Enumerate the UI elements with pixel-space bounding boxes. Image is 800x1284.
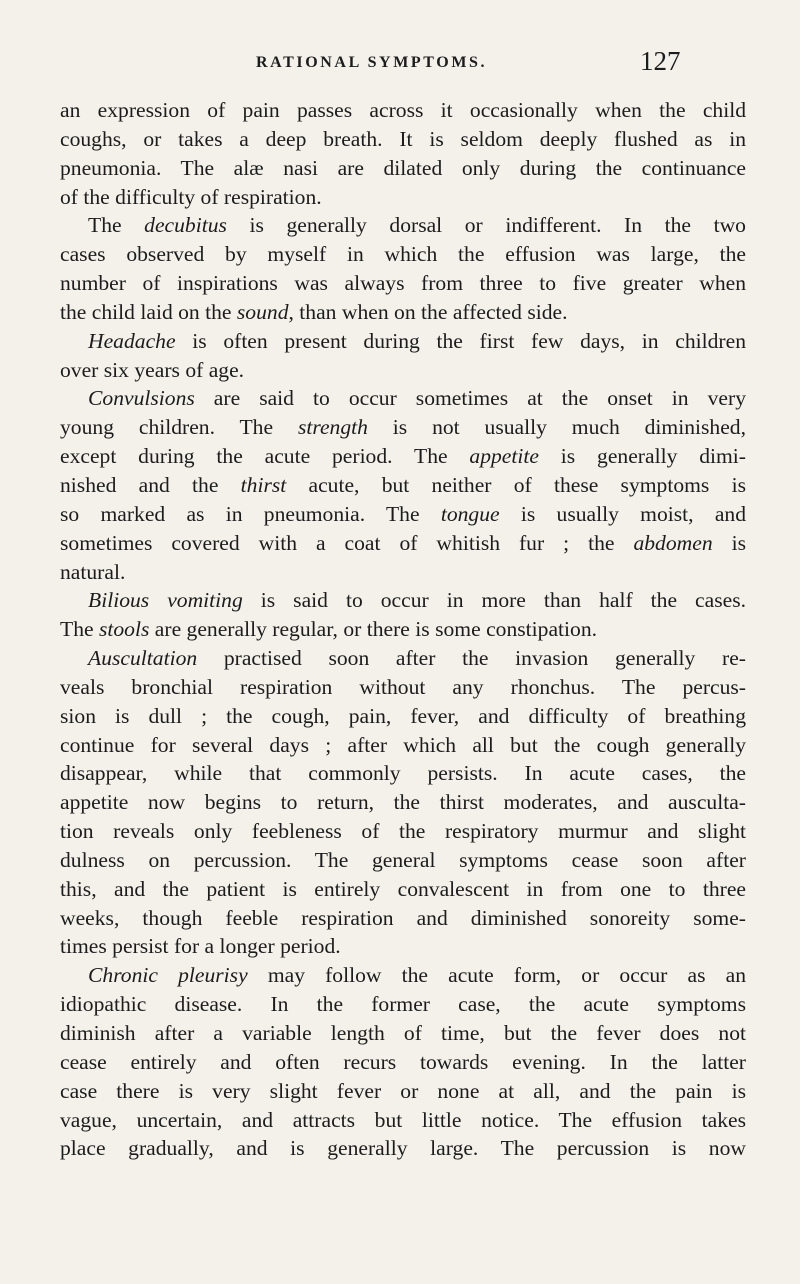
text-line: [60, 673, 746, 702]
text-line: [60, 413, 746, 442]
text-segment: place gradually, and is generally large. The percussion is now: [60, 1136, 746, 1161]
italic-term: Auscultation: [88, 646, 198, 671]
text-segment: sometimes covered with a coat of whitish fur ; the: [60, 530, 634, 555]
page-number: 127: [640, 46, 681, 76]
text-segment: young children. The: [60, 415, 298, 440]
italic-term: strength: [297, 415, 368, 440]
text-segment: coughs, or takes a deep breath. It is seldom deeply flushed as in: [60, 126, 746, 151]
italic-term: sound: [236, 299, 289, 324]
text-line: [60, 990, 746, 1019]
text-segment: The: [60, 617, 99, 642]
text-segment: appetite now begins to return, the thirst moderates, and ausculta-: [60, 790, 746, 815]
text-line: [60, 759, 746, 788]
italic-term: Chronic pleurisy: [88, 963, 248, 988]
italic-term: Convulsions: [88, 386, 195, 411]
text-line: [60, 788, 746, 817]
text-line: [60, 442, 746, 471]
text-line: [60, 904, 746, 933]
text-segment: practised soon after the invasion generally re-: [197, 646, 746, 671]
text-segment: is often present during the first few days, in children: [175, 328, 746, 353]
italic-term: tongue: [440, 501, 500, 526]
text-line: [60, 471, 746, 500]
italic-term: Headache: [88, 328, 176, 353]
text-segment: is generally dimi-: [538, 444, 746, 469]
text-segment: idiopathic disease. In the former case, the acute symptoms: [60, 992, 746, 1017]
text-line: [60, 961, 746, 990]
text-segment: nished and the: [60, 472, 241, 497]
text-segment: this, and the patient is entirely convalescent in from one to three: [60, 876, 746, 901]
text-segment: , than when on the affected side.: [288, 299, 568, 324]
text-segment: natural.: [60, 559, 126, 584]
text-segment: except during the acute period. The: [60, 444, 470, 469]
body-text: [60, 96, 746, 1163]
text-line: [60, 615, 746, 644]
text-segment: is not usually much diminished,: [367, 415, 746, 440]
text-line: [60, 125, 746, 154]
italic-term: abdomen: [633, 530, 713, 555]
text-segment: sion is dull ; the cough, pain, fever, and difficulty of breathing: [60, 703, 746, 728]
text-segment: times persist for a longer period.: [60, 934, 341, 959]
text-segment: the child laid on the: [60, 299, 237, 324]
text-line: [60, 1019, 746, 1048]
running-header: [0, 48, 800, 82]
text-line: [60, 269, 746, 298]
italic-term: stools: [98, 617, 150, 642]
text-segment: is usually moist, and: [499, 501, 746, 526]
text-segment: an expression of pain passes across it occasionally when the child: [60, 98, 746, 122]
text-segment: pneumonia. The alæ nasi are dilated only during the continuance: [60, 155, 746, 180]
text-segment: cease entirely and often recurs towards evening. In the latter: [60, 1049, 746, 1074]
text-segment: of the difficulty of respiration.: [60, 184, 322, 209]
text-line: [60, 1134, 746, 1163]
text-segment: diminish after a variable length of time, but the fever does not: [60, 1021, 746, 1045]
text-line: [60, 846, 746, 875]
text-segment: may follow the acute form, or occur as an: [247, 963, 746, 988]
text-segment: is: [712, 530, 746, 555]
text-segment: so marked as in pneumonia. The: [60, 501, 441, 526]
text-line: [60, 644, 746, 673]
text-segment: disappear, while that commonly persists. In acute cases, the: [60, 761, 746, 786]
text-segment: cases observed by myself in which the effusion was large, the: [60, 242, 746, 267]
text-segment: dulness on percussion. The general symptoms cease soon after: [60, 847, 746, 872]
text-segment: is said to occur in more than half the cases.: [242, 588, 746, 613]
text-line: [60, 731, 746, 760]
text-line: [60, 1048, 746, 1077]
text-line: [60, 356, 746, 385]
text-line: [60, 211, 746, 240]
text-segment: is generally dorsal or indifferent. In the two: [226, 213, 746, 238]
italic-term: decubitus: [144, 213, 227, 238]
text-line: [60, 327, 746, 356]
text-segment: The: [88, 213, 145, 238]
text-segment: number of inspirations was always from three to five greater when: [60, 271, 746, 296]
running-title: RATIONAL SYMPTOMS.: [256, 54, 488, 71]
text-line: [60, 817, 746, 846]
text-line: [60, 183, 746, 212]
text-segment: are generally regular, or there is some constipation.: [149, 617, 598, 642]
text-segment: vague, uncertain, and attracts but little notice. The effusion takes: [60, 1107, 746, 1132]
text-line: [60, 932, 746, 961]
text-line: [60, 586, 746, 615]
text-line: [60, 875, 746, 904]
text-line: [60, 1077, 746, 1106]
text-line: [60, 702, 746, 731]
text-line: [60, 500, 746, 529]
italic-term: thirst: [240, 472, 287, 497]
italic-term: appetite: [469, 444, 539, 469]
text-segment: weeks, though feeble respiration and diminished sonoreity some-: [60, 905, 746, 930]
text-line: [60, 96, 746, 125]
text-line: [60, 529, 746, 558]
text-line: [60, 154, 746, 183]
text-segment: veals bronchial respiration without any rhonchus. The percus-: [60, 674, 746, 699]
text-line: [60, 384, 746, 413]
text-segment: acute, but neither of these symptoms is: [286, 472, 746, 497]
text-line: [60, 1106, 746, 1135]
text-segment: are said to occur sometimes at the onset in very: [194, 386, 746, 411]
text-segment: tion reveals only feebleness of the respiratory murmur and slight: [60, 819, 746, 844]
text-line: [60, 240, 746, 269]
text-segment: case there is very slight fever or none at all, and the pain is: [60, 1078, 746, 1103]
text-line: [60, 298, 746, 327]
text-segment: over six years of age.: [60, 357, 245, 382]
italic-term: Bilious vomiting: [88, 588, 243, 613]
text-segment: continue for several days ; after which all but the cough generally: [60, 732, 746, 757]
text-line: [60, 558, 746, 587]
